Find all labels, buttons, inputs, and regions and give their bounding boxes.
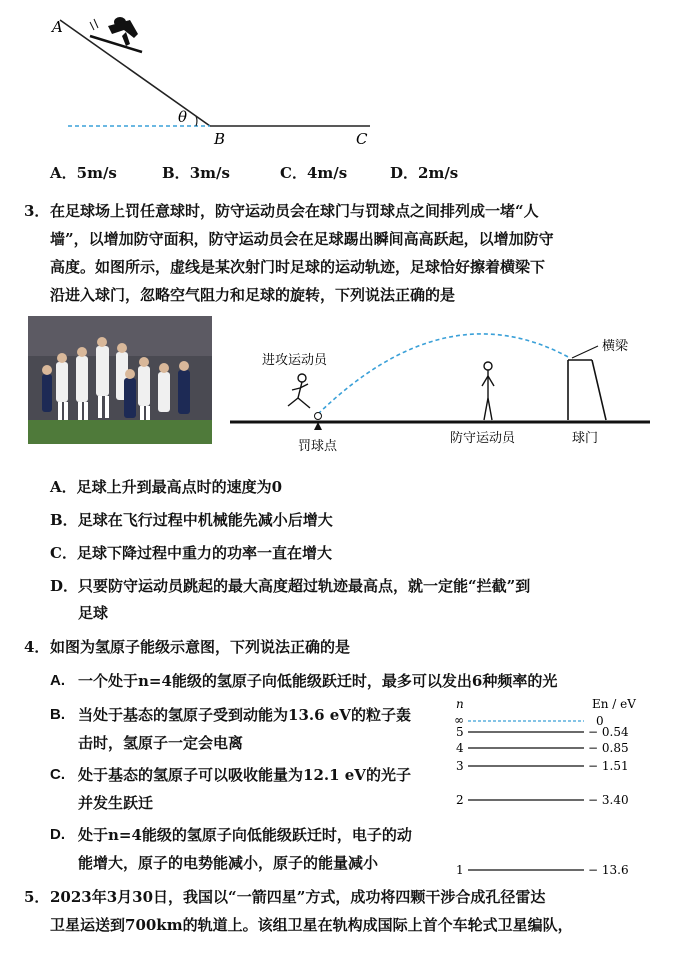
- q2-option-c-text: 4m/s: [306, 164, 348, 182]
- level-n-inf: ∞: [454, 713, 464, 727]
- q5-line-1: 2023年3月30日，我国以“一箭四星”方式，成功将四颗干涉合成孔径雷达: [50, 888, 546, 906]
- q4-number: 4．: [24, 638, 50, 656]
- level-e-1: − 13.6: [588, 863, 629, 877]
- ski-slope-figure: [50, 8, 380, 148]
- q3-option-c: [50, 544, 332, 562]
- label-b: B: [214, 130, 226, 148]
- q2-option-c: [280, 164, 347, 182]
- defender-figure-icon: [482, 362, 494, 420]
- label-goal: 球门: [572, 431, 599, 446]
- label-theta: θ: [178, 108, 188, 126]
- q3-line-3: 高度。如图所示，虚线是某次射门时足球的运动轨迹，足球恰好擦着横梁下: [50, 258, 546, 276]
- level-e-4: − 0.85: [588, 741, 629, 755]
- q2-option-b-text: 3m/s: [189, 164, 230, 182]
- level-e-inf: 0: [596, 714, 604, 728]
- level-n-3: 3: [456, 759, 464, 773]
- q4-option-c-letter: C.: [50, 766, 65, 783]
- q5-line-2: 卫星运送到700km的轨道上。该组卫星在轨构成国际上首个车轮式卫星编队，: [50, 916, 573, 934]
- label-c: C: [356, 130, 368, 148]
- q4-option-a-letter: A.: [50, 672, 65, 689]
- ball-trajectory: [318, 334, 570, 414]
- label-penalty-spot: 罚球点: [298, 439, 338, 454]
- q3-line-2: 墙”，以增加防守面积，防守运动员会在足球踢出瞬间高高跃起，以增加防守: [50, 230, 554, 248]
- q4-stem: 如图为氢原子能级示意图，下列说法正确的是: [50, 638, 351, 656]
- level-n-5: 5: [456, 725, 464, 739]
- label-attacker: 进攻运动员: [262, 353, 328, 368]
- angle-arc: [196, 116, 197, 126]
- q2-option-a: [50, 164, 117, 182]
- crossbar-pointer: [572, 346, 598, 358]
- q2-option-d-text: 2m/s: [418, 164, 459, 182]
- q4-option-b-line-2: 击时，氢原子一定会电离: [78, 734, 244, 752]
- q3-option-c-letter: C．: [50, 544, 77, 562]
- q2-option-d: [390, 164, 458, 182]
- q3-option-a-letter: A．: [50, 478, 77, 496]
- q4-option-c-line-1: 处于基态的氢原子可以吸收能量为12.1 eV的光子: [78, 766, 411, 784]
- q4-option-b-letter: B.: [50, 706, 65, 723]
- level-e-3: − 1.51: [588, 759, 629, 773]
- q4-option-c-line-2: 并发生跃迁: [78, 794, 154, 812]
- energy-level-diagram: [446, 696, 642, 882]
- e-header: En / eV: [592, 697, 636, 711]
- q3-option-d: [50, 577, 530, 595]
- q2-option-b-letter: B．: [162, 164, 190, 182]
- level-e-5: − 0.54: [588, 725, 629, 739]
- q3-option-c-text: 足球下降过程中重力的功率一直在增大: [76, 544, 332, 562]
- q3-option-b-letter: B．: [50, 511, 78, 529]
- label-a: A: [52, 18, 63, 36]
- q2-option-a-letter: A．: [50, 164, 77, 182]
- q3-option-d-text: 只要防守运动员跳起的最大高度超过轨迹最高点，就一定能“拦截”到: [78, 577, 531, 595]
- q3-option-b: [50, 511, 333, 529]
- q2-option-b: [162, 164, 230, 182]
- label-defender: 防守运动员: [450, 431, 516, 446]
- q3-option-a: [50, 478, 282, 496]
- q2-option-d-letter: D．: [390, 164, 419, 182]
- q3-option-a-text: 足球上升到最高点时的速度为0: [76, 478, 283, 496]
- q4-option-d-line-2: 能增大，原子的电势能减小，原子的能量减小: [78, 854, 379, 872]
- label-crossbar: 横梁: [602, 339, 629, 354]
- goal-icon: [568, 360, 606, 420]
- level-n-4: 4: [456, 741, 464, 755]
- attacker-figure-icon: [288, 374, 310, 408]
- q2-option-a-text: 5m/s: [76, 164, 117, 182]
- q3-line-4: 沿进入球门，忽略空气阻力和足球的旋转，下列说法正确的是: [50, 286, 456, 304]
- q4-option-d-line-1: 处于n=4能级的氢原子向低能级跃迁时，电子的动: [78, 826, 412, 844]
- q5-number: 5．: [24, 888, 50, 906]
- q3-option-d-line-2: 足球: [78, 604, 109, 622]
- level-n-1: 1: [456, 863, 464, 877]
- free-kick-photo: [28, 316, 212, 444]
- n-header: n: [456, 697, 464, 711]
- q4-option-d-letter: D.: [50, 826, 65, 843]
- q2-option-c-letter: C．: [280, 164, 307, 182]
- trajectory-diagram: [226, 326, 656, 458]
- q3-option-d-letter: D．: [50, 577, 79, 595]
- level-n-2: 2: [456, 793, 464, 807]
- q3-line-1: 在足球场上罚任意球时，防守运动员会在球门与罚球点之间排列成一堵“人: [50, 202, 539, 220]
- football-icon: [315, 413, 322, 420]
- q3-number: 3．: [24, 202, 50, 220]
- q3-option-b-text: 足球在飞行过程中机械能先减小后增大: [77, 511, 333, 529]
- q4-option-b-line-1: 当处于基态的氢原子受到动能为13.6 eV的粒子轰: [78, 706, 411, 724]
- q4-option-a-line-1: 一个处于n=4能级的氢原子向低能级跃迁时，最多可以发出6种频率的光: [78, 672, 558, 690]
- level-e-2: − 3.40: [588, 793, 629, 807]
